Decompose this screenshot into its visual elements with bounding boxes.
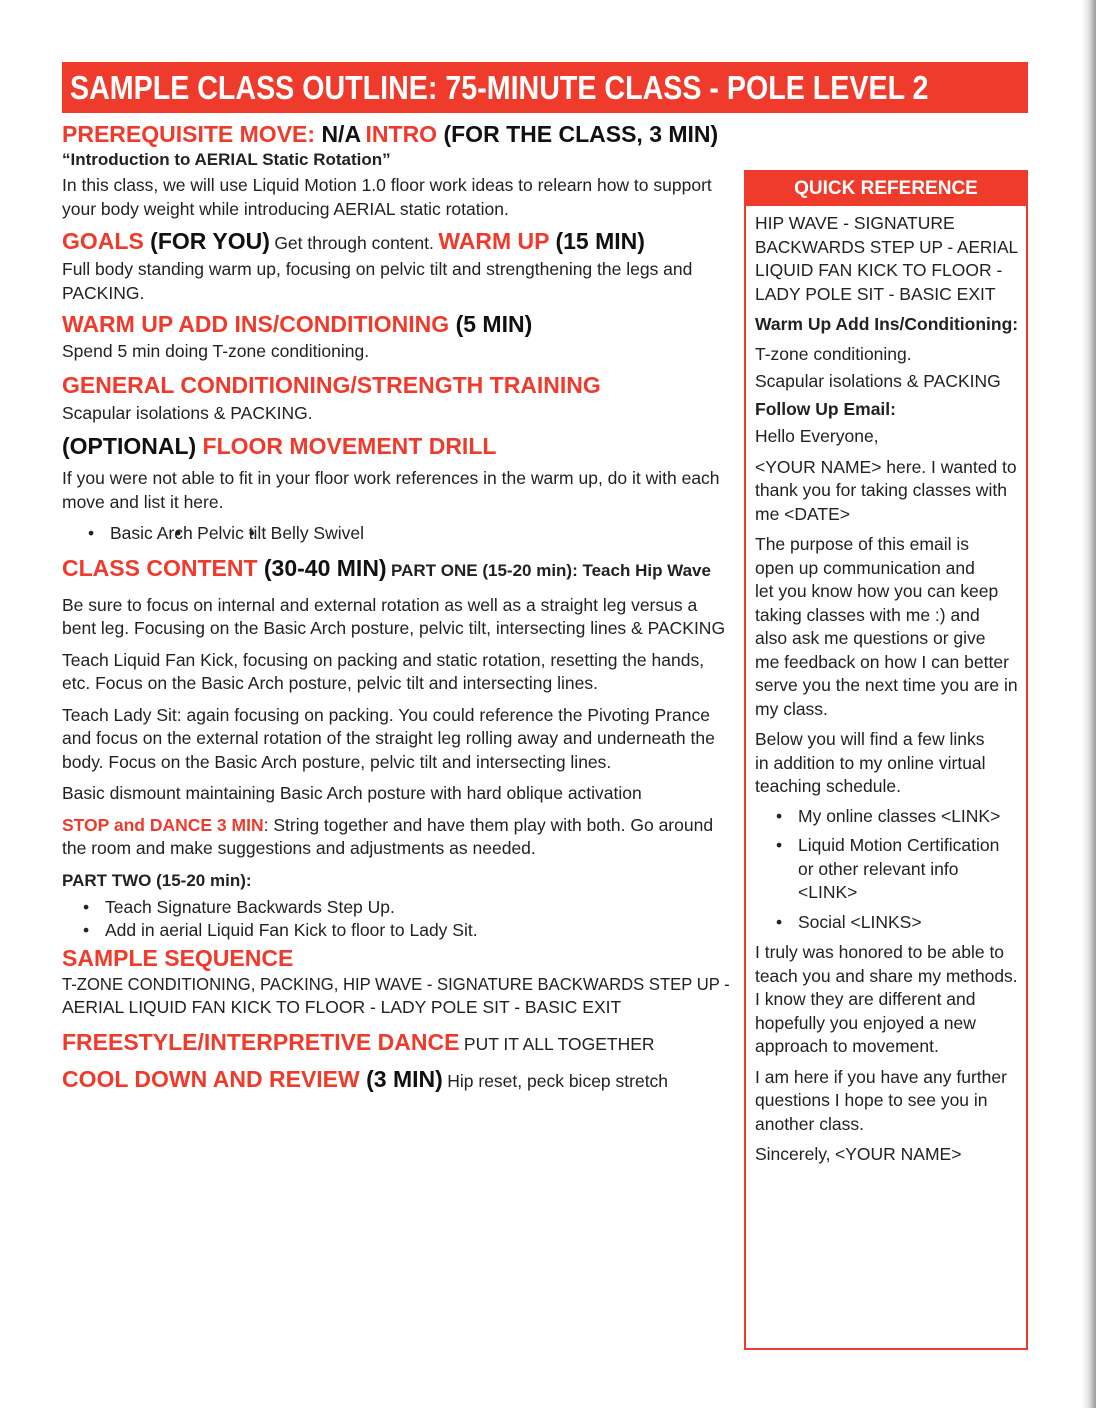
part-one-heading: PART ONE (15-20 min): Teach Hip Wave <box>391 560 711 580</box>
text-line: I am here if you have any further <box>755 1066 1007 1087</box>
prerequisite-value: N/A <box>321 121 362 147</box>
text-line: and focus on the external rotation of the straight leg rolling away and underneath the <box>62 728 715 748</box>
text-line: Full body standing warm up, focusing on pelvic tilt and strengthening the legs and <box>62 259 693 279</box>
text-line: <LINK> <box>798 882 858 902</box>
class-content-heading <box>62 553 387 583</box>
prerequisite-heading <box>62 119 361 149</box>
text-line: AERIAL LIQUID FAN KICK TO FLOOR - LADY POLE SIT - BASIC EXIT <box>62 997 622 1017</box>
text-line: teach you and share my methods. <box>755 965 1018 986</box>
warmup-addins-heading <box>62 309 532 339</box>
text-line: Social <LINKS> <box>798 911 922 932</box>
text-line: questions I hope to see you in <box>755 1090 988 1110</box>
list-item: • Basic Arch <box>110 522 193 546</box>
follow-up-email-subheading: Follow Up Email: <box>755 398 896 419</box>
stop-and-dance-paragraph <box>62 814 732 861</box>
class-paragraph <box>62 704 732 775</box>
text-line: open up communication and <box>755 557 975 578</box>
text-line: my class. <box>755 698 828 719</box>
email-closing: Sincerely, <box>755 1144 831 1164</box>
warmup-addins-text: Spend 5 min doing T-zone conditioning. <box>62 341 370 361</box>
text-line: the room and make suggestions and adjustments as needed. <box>62 838 536 858</box>
warmup-addins-subheading: Warm Up Add Ins/Conditioning: <box>755 314 1019 334</box>
list-item: • Add in aerial Liquid Fan Kick to floor to Lady Sit. <box>105 919 478 943</box>
text-line: teaching schedule. <box>755 776 901 796</box>
freestyle-label: FREESTYLE/INTERPRETIVE DANCE <box>62 1028 460 1055</box>
email-links-list <box>755 805 1018 935</box>
floor-drill-text <box>62 467 732 514</box>
email-paragraph <box>755 941 1018 1059</box>
text-line: Be sure to focus on internal and external rotation as well as a straight leg versus a <box>62 594 698 615</box>
cooldown-text: Hip reset, peck bicep stretch <box>447 1070 669 1091</box>
text-line: me <DATE> <box>755 503 850 524</box>
text-line: hopefully you enjoyed a new <box>755 1012 976 1033</box>
warmup-addins-meta: (5 MIN) <box>455 311 533 337</box>
text-line: another class. <box>755 1113 864 1134</box>
page-edge-shadow <box>1082 0 1096 1408</box>
stop-and-dance-label: STOP and DANCE 3 MIN <box>62 814 264 835</box>
text-line <box>62 814 713 838</box>
text-line: I know they are different and <box>755 989 976 1009</box>
quick-reference-title: QUICK REFERENCE <box>746 172 1026 206</box>
list-item: • Teach Signature Backwards Step Up. <box>105 896 395 920</box>
list-item <box>798 834 1018 905</box>
text-line: approach to movement. <box>755 1036 939 1056</box>
email-greeting: Hello Everyone, <box>755 426 879 446</box>
email-paragraph <box>755 1066 1018 1137</box>
warmup-heading <box>438 226 645 256</box>
quick-reference-box <box>744 170 1028 1350</box>
text-line: in addition to my online virtual <box>755 752 986 773</box>
general-conditioning-text: Scapular isolations & PACKING. <box>62 402 313 423</box>
goals-text: Get through content. <box>274 233 434 253</box>
text-line: bent leg. Focusing on the Basic Arch posture, pelvic tilt, intersecting lines & PACKING <box>62 618 726 638</box>
text-line: HIP WAVE - SIGNATURE <box>755 213 955 233</box>
sample-sequence-text <box>62 973 732 1020</box>
warmup-addins-label: WARM UP ADD INS/CONDITIONING <box>62 311 450 337</box>
text-line: In this class, we will use Liquid Motion 1.0 floor work ideas to relearn how to support <box>62 175 712 195</box>
warmup-label: WARM UP <box>438 228 550 254</box>
page-title <box>62 62 1028 113</box>
email-signature: <YOUR NAME> <box>835 1144 962 1164</box>
goals-heading <box>62 226 270 256</box>
text-line: PACKING. <box>62 282 145 303</box>
text-line: My online classes <LINK> <box>798 805 1001 826</box>
text-line: The purpose of this email is <box>755 534 969 554</box>
sample-sequence-label: SAMPLE SEQUENCE <box>62 944 294 971</box>
class-content-label: CLASS CONTENT <box>62 554 258 581</box>
text-line: LADY POLE SIT - BASIC EXIT <box>755 283 996 304</box>
cooldown-heading <box>62 1064 443 1094</box>
cooldown-label: COOL DOWN AND REVIEW <box>62 1065 360 1092</box>
text-line: also ask me questions or give <box>755 628 986 648</box>
floor-drill-list <box>62 522 732 546</box>
intro-heading <box>366 119 719 149</box>
floor-drill-label: FLOOR MOVEMENT DRILL <box>202 433 497 459</box>
prerequisite-label: PREREQUISITE MOVE: <box>62 121 316 147</box>
text-line: T-zone conditioning. <box>755 343 912 364</box>
quick-reference-body <box>746 206 1026 1167</box>
part-two-list <box>62 896 732 943</box>
class-paragraph <box>62 594 732 641</box>
text-line: taking classes with me :) and <box>755 604 980 625</box>
text-line: Below you will find a few links <box>755 729 985 749</box>
email-paragraph <box>755 533 1018 721</box>
part-two-heading: PART TWO (15-20 min): <box>62 870 252 890</box>
general-conditioning-heading <box>62 370 601 400</box>
goals-meta: (FOR YOU) <box>150 228 270 254</box>
text-line: T-ZONE CONDITIONING, PACKING, HIP WAVE - SIGNATURE BACKWARDS STEP UP - <box>62 973 730 994</box>
goals-label: GOALS <box>62 228 144 254</box>
list-item <box>798 911 1018 935</box>
intro-meta: (FOR THE CLASS, 3 MIN) <box>443 121 719 147</box>
email-paragraph <box>755 456 1018 527</box>
text-line: Basic dismount maintaining Basic Arch posture with hard oblique activation <box>62 783 642 803</box>
freestyle-text: PUT IT ALL TOGETHER <box>463 1033 655 1054</box>
floor-drill-prefix: (OPTIONAL) <box>62 433 197 459</box>
text-line: me feedback on how I can better <box>755 651 1009 672</box>
text-line: If you were not able to fit in your floor work references in the warm up, do it with each <box>62 468 720 488</box>
text-line: LIQUID FAN KICK TO FLOOR - <box>755 260 1003 280</box>
intro-text <box>62 174 732 221</box>
general-conditioning-label: GENERAL CONDITIONING/STRENGTH TRAINING <box>62 371 601 398</box>
intro-label: INTRO <box>365 121 438 147</box>
warmup-meta: (15 MIN) <box>555 228 645 254</box>
quick-reference-sequence <box>755 212 1018 306</box>
text-line: <YOUR NAME> here. I wanted to <box>755 456 1017 477</box>
class-content-meta: (30-40 MIN) <box>263 554 387 581</box>
text-line: serve you the next time you are in <box>755 675 1018 695</box>
text-line: let you know how you can keep <box>755 581 999 601</box>
freestyle-heading <box>62 1027 459 1057</box>
floor-drill-heading <box>62 431 496 461</box>
main-column <box>62 116 732 1094</box>
page-title-text: SAMPLE CLASS OUTLINE: 75-MINUTE CLASS - POLE LEVEL 2 <box>70 69 929 106</box>
text-line: your body weight while introducing AERIAL static rotation. <box>62 198 509 219</box>
list-item: • Pelvic tilt <box>197 522 266 546</box>
email-paragraph <box>755 728 1018 799</box>
list-item <box>798 805 1018 829</box>
class-paragraph <box>62 649 732 696</box>
text-line: thank you for taking classes with <box>755 480 1007 500</box>
sample-sequence-heading <box>62 943 293 973</box>
text-line: I truly was honored to be able to <box>755 942 1005 962</box>
text-line: or other relevant info <box>798 858 959 879</box>
stop-and-dance-text: : String together and have them play with both. Go around <box>263 814 714 835</box>
text-line: BACKWARDS STEP UP - AERIAL <box>755 236 1019 257</box>
text-line: Scapular isolations & PACKING <box>755 371 1001 391</box>
text-line: move and list it here. <box>62 491 224 512</box>
text-line: etc. Focus on the Basic Arch posture, pelvic tilt and intersecting lines. <box>62 673 598 693</box>
warmup-text <box>62 258 732 305</box>
class-paragraph <box>62 782 732 806</box>
cooldown-meta: (3 MIN) <box>366 1065 443 1092</box>
text-line: Teach Liquid Fan Kick, focusing on packing and static rotation, resetting the hands, <box>62 649 705 670</box>
text-line: Liquid Motion Certification <box>798 835 1000 855</box>
list-item: • Belly Swivel <box>271 522 364 546</box>
text-line: Teach Lady Sit: again focusing on packing. You could reference the Pivoting Prance <box>62 704 710 725</box>
text-line: body. Focus on the Basic Arch posture, pelvic tilt and intersecting lines. <box>62 751 612 772</box>
intro-subtitle: “Introduction to AERIAL Static Rotation” <box>62 150 391 169</box>
